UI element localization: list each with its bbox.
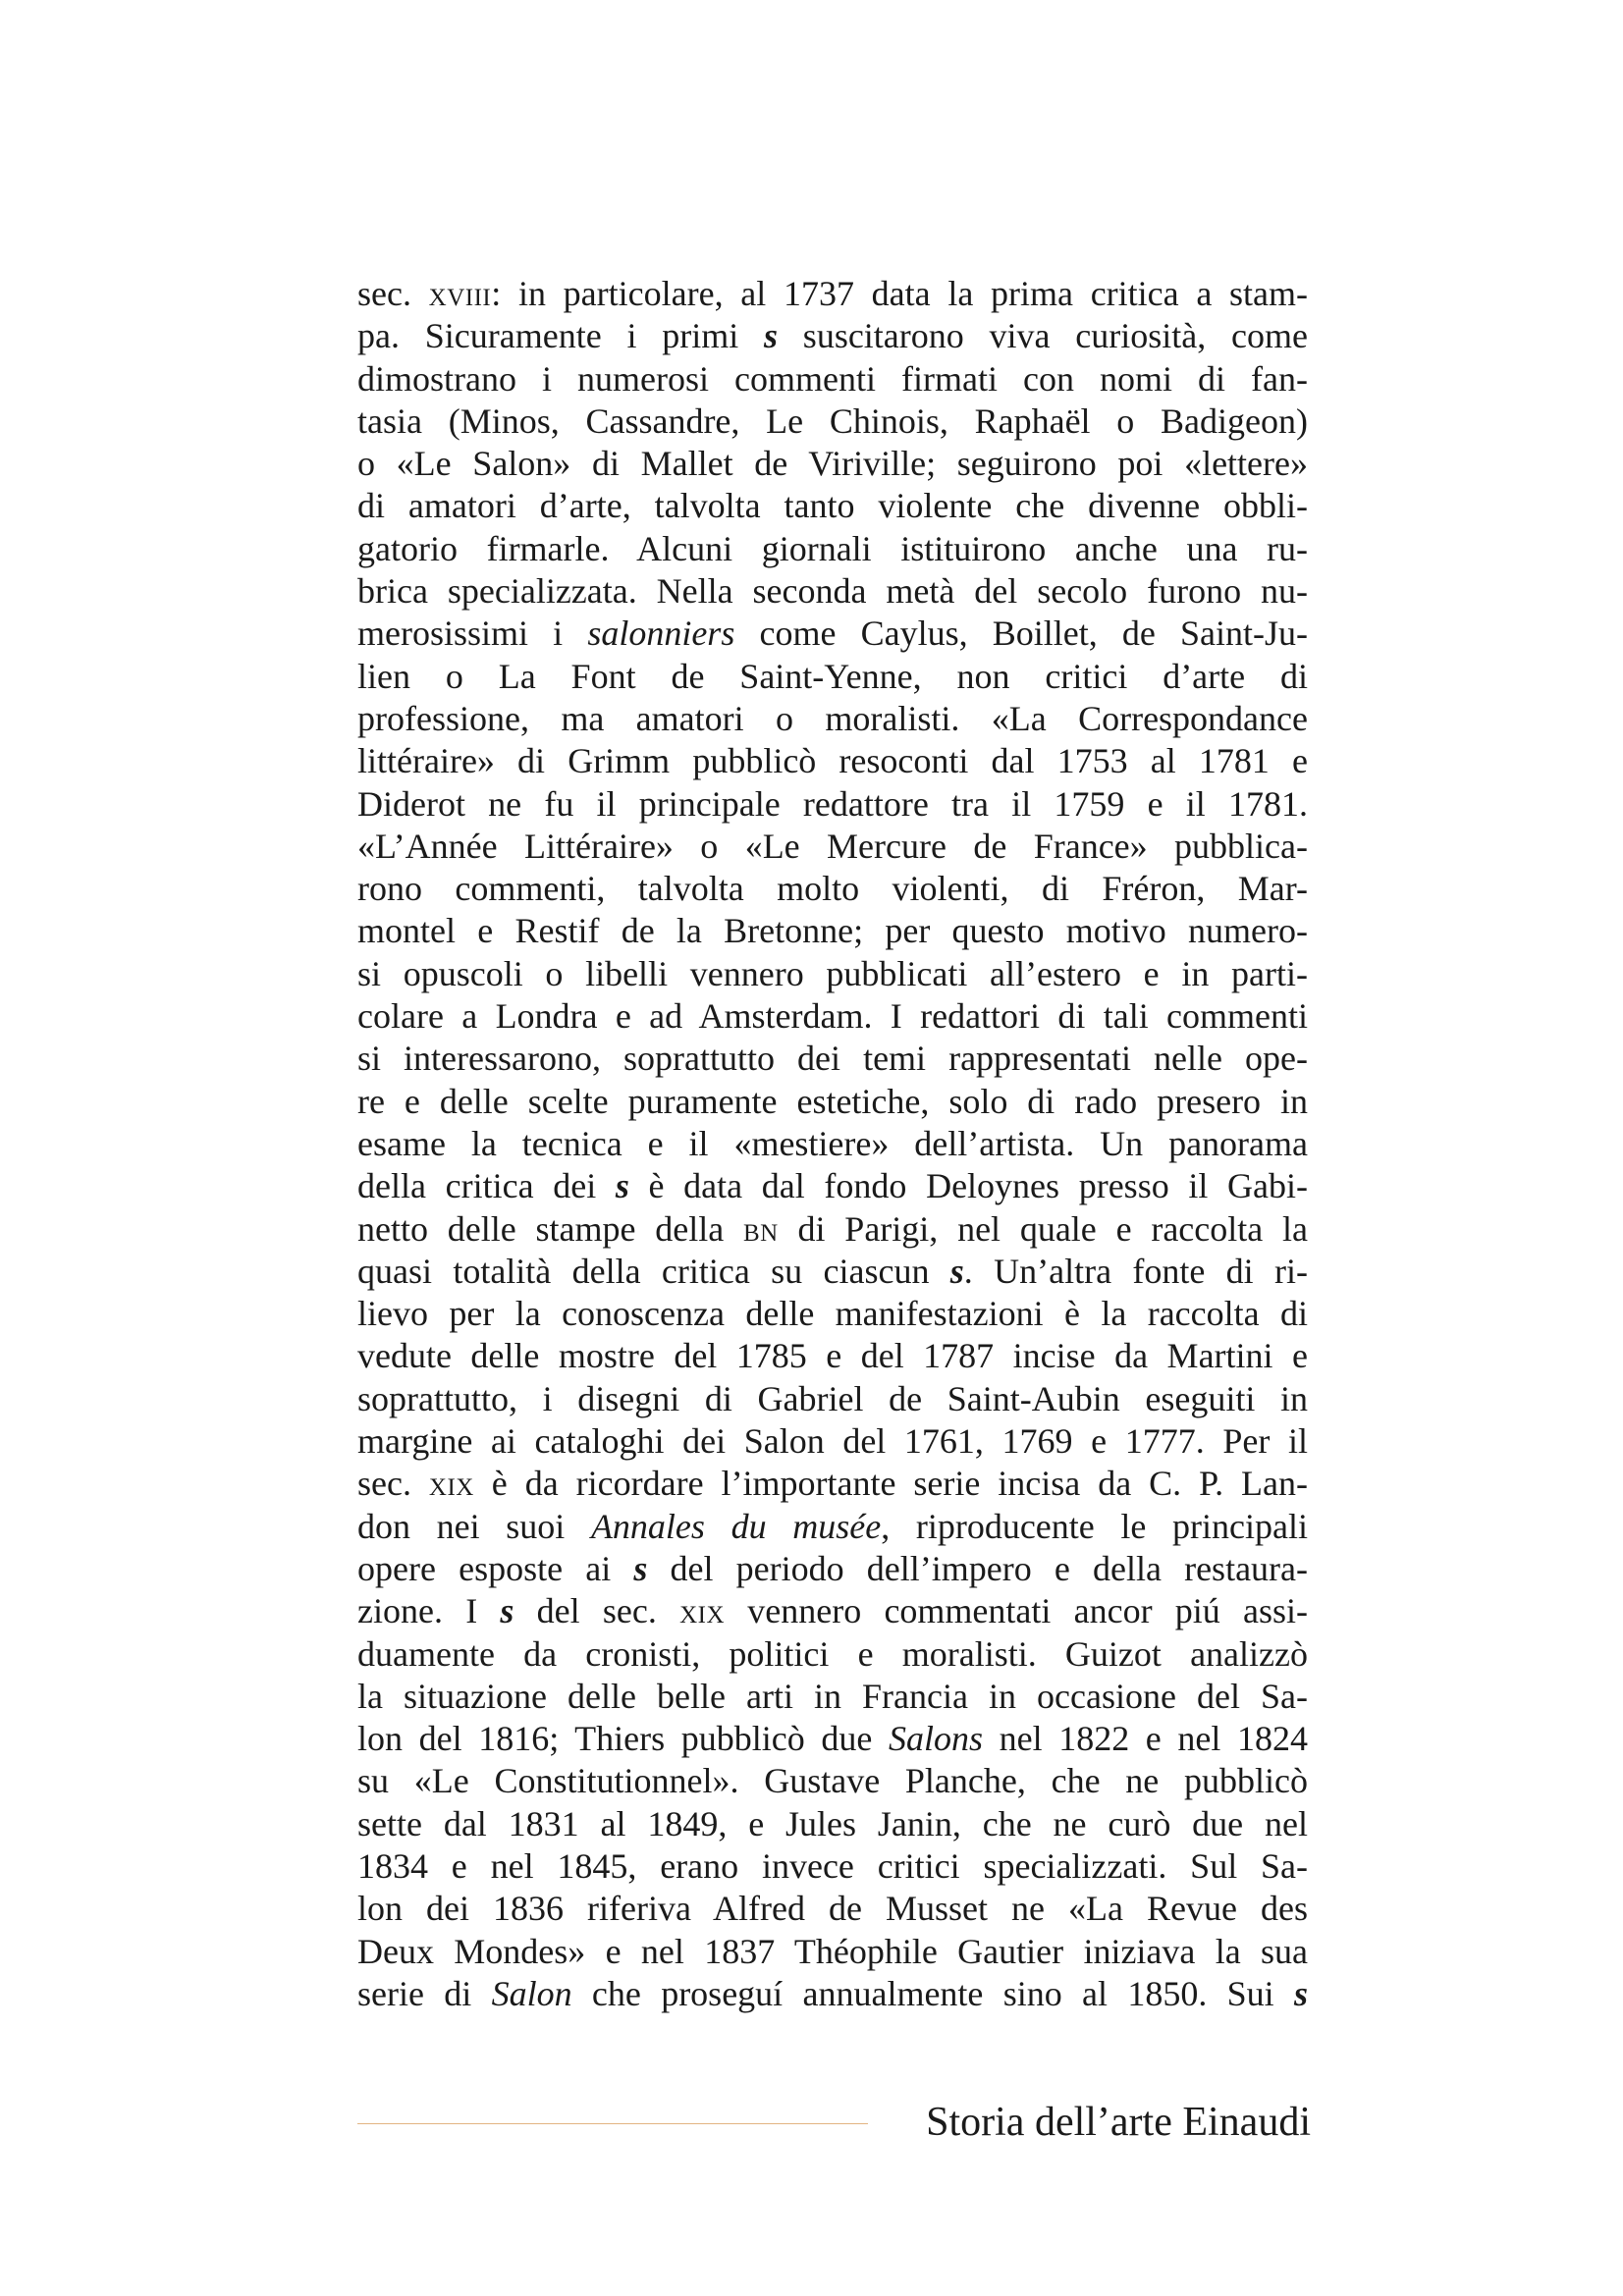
italic-title: salonniers bbox=[587, 614, 735, 654]
italic-title: Annales du musée bbox=[590, 1506, 882, 1546]
text-line: brica specializzata. Nella seconda metà del secolo furono nu- bbox=[357, 571, 1308, 612]
text-line: sette dal 1831 al 1849, e Jules Janin, che ne curò due nel bbox=[357, 1803, 1308, 1843]
text-line: della critica dei s è data dal fondo Deloynes presso il Gabi- bbox=[357, 1166, 1308, 1206]
text-line: lievo per la conoscenza delle manifestazioni è la raccolta di bbox=[357, 1294, 1308, 1334]
text-line: serie di Salon che proseguí annualmente sino al 1850. Sui s bbox=[357, 1973, 1308, 2013]
text-line: lien o La Font de Saint-Yenne, non critici d’arte di bbox=[357, 656, 1308, 696]
footer-rule bbox=[357, 2123, 868, 2124]
text-line: Diderot ne fu il principale redattore tra il 1759 e il 1781. bbox=[357, 783, 1308, 824]
text-line: rono commenti, talvolta molto violenti, di Fréron, Mar- bbox=[357, 869, 1308, 909]
text-line: di amatori d’arte, talvolta tanto violente che divenne obbli- bbox=[357, 486, 1308, 526]
text-line: quasi totalità della critica su ciascun s. Un’altra fonte di ri- bbox=[357, 1251, 1308, 1291]
text-line: zione. I s del sec. xix vennero commentati ancor piú assi- bbox=[357, 1591, 1309, 1631]
text-line: re e delle scelte puramente estetiche, solo di rado presero in bbox=[357, 1081, 1308, 1121]
text-line: lon dei 1836 riferiva Alfred de Musset ne «La Revue des bbox=[357, 1889, 1308, 1929]
italic-title: Salon bbox=[491, 1973, 572, 2013]
text-line: duamente da cronisti, politici e moralisti. Guizot analizzò bbox=[357, 1633, 1308, 1674]
text-line: 1834 e nel 1845, erano invece critici specializzati. Sul Sa- bbox=[357, 1845, 1308, 1886]
small-caps-text: xviii bbox=[428, 274, 492, 313]
footer-title: Storia dell’arte Einaudi bbox=[926, 2100, 1311, 2145]
text-line: vedute delle mostre del 1785 e del 1787 incise da Martini e bbox=[357, 1336, 1308, 1376]
entry-abbreviation: s bbox=[500, 1591, 514, 1631]
text-line: esame la tecnica e il «mestiere» dell’artista. Un panorama bbox=[357, 1123, 1308, 1163]
text-line: colare a Londra e ad Amsterdam. I redattori di tali commenti bbox=[357, 996, 1308, 1037]
text-line: si opuscoli o libelli vennero pubblicati all’estero e in parti- bbox=[357, 953, 1308, 993]
text-line: soprattutto, i disegni di Gabriel de Saint-Aubin eseguiti in bbox=[357, 1378, 1308, 1418]
text-line: sec. xix è da ricordare l’importante serie incisa da C. P. Lan- bbox=[357, 1464, 1309, 1504]
text-line: littéraire» di Grimm pubblicò resoconti dal 1753 al 1781 e bbox=[357, 741, 1308, 781]
text-line: opere esposte ai s del periodo dell’impero e della restaura- bbox=[357, 1548, 1309, 1588]
text-line: la situazione delle belle arti in Francia in occasione del Sa- bbox=[357, 1676, 1308, 1716]
entry-abbreviation: s bbox=[764, 316, 779, 356]
text-line: montel e Restif de la Bretonne; per questo motivo numero- bbox=[357, 911, 1308, 951]
text-line: professione, ma amatori o moralisti. «La Correspondance bbox=[357, 698, 1308, 738]
text-line: dimostrano i numerosi commenti firmati con nomi di fan- bbox=[357, 358, 1308, 399]
body-text bbox=[357, 273, 1308, 2015]
text-line: netto delle stampe della bn di Parigi, nel quale e raccolta la bbox=[357, 1208, 1308, 1249]
small-caps-text: bn bbox=[743, 1208, 779, 1249]
entry-abbreviation: s bbox=[949, 1251, 964, 1291]
text-line: tasia (Minos, Cassandre, Le Chinois, Raphaël o Badigeon) bbox=[357, 400, 1308, 441]
italic-title: Salons bbox=[888, 1719, 983, 1759]
small-caps-text: xix bbox=[428, 1464, 474, 1504]
text-line: pa. Sicuramente i primi s suscitarono viva curiosità, come bbox=[357, 316, 1309, 356]
text-line: don nei suoi Annales du musée, riproducente le principali bbox=[357, 1506, 1308, 1546]
entry-abbreviation: s bbox=[615, 1166, 629, 1206]
text-line: gatorio firmarle. Alcuni giornali istituirono anche una ru- bbox=[357, 528, 1308, 568]
entry-abbreviation: s bbox=[1293, 1973, 1308, 2013]
entry-abbreviation: s bbox=[633, 1548, 648, 1588]
text-line: Deux Mondes» e nel 1837 Théophile Gautier iniziava la sua bbox=[357, 1931, 1308, 1971]
text-line: o «Le Salon» di Mallet de Viriville; seguirono poi «lettere» bbox=[357, 444, 1308, 484]
text-line: lon del 1816; Thiers pubblicò due Salons nel 1822 e nel 1824 bbox=[357, 1719, 1308, 1759]
text-line: merosissimi i salonniers come Caylus, Boillet, de Saint-Ju- bbox=[357, 614, 1308, 654]
text-line: si interessarono, soprattutto dei temi rappresentati nelle ope- bbox=[357, 1039, 1308, 1079]
text-line: su «Le Constitutionnel». Gustave Planche, che ne pubblicò bbox=[357, 1761, 1308, 1801]
text-line: margine ai cataloghi dei Salon del 1761, 1769 e 1777. Per il bbox=[357, 1421, 1308, 1462]
text-line: sec. xviii: in particolare, al 1737 data la prima critica a stam- bbox=[357, 274, 1308, 313]
text-line: «L’Année Littéraire» o «Le Mercure de France» pubblica- bbox=[357, 826, 1308, 866]
small-caps-text: xix bbox=[679, 1591, 726, 1631]
